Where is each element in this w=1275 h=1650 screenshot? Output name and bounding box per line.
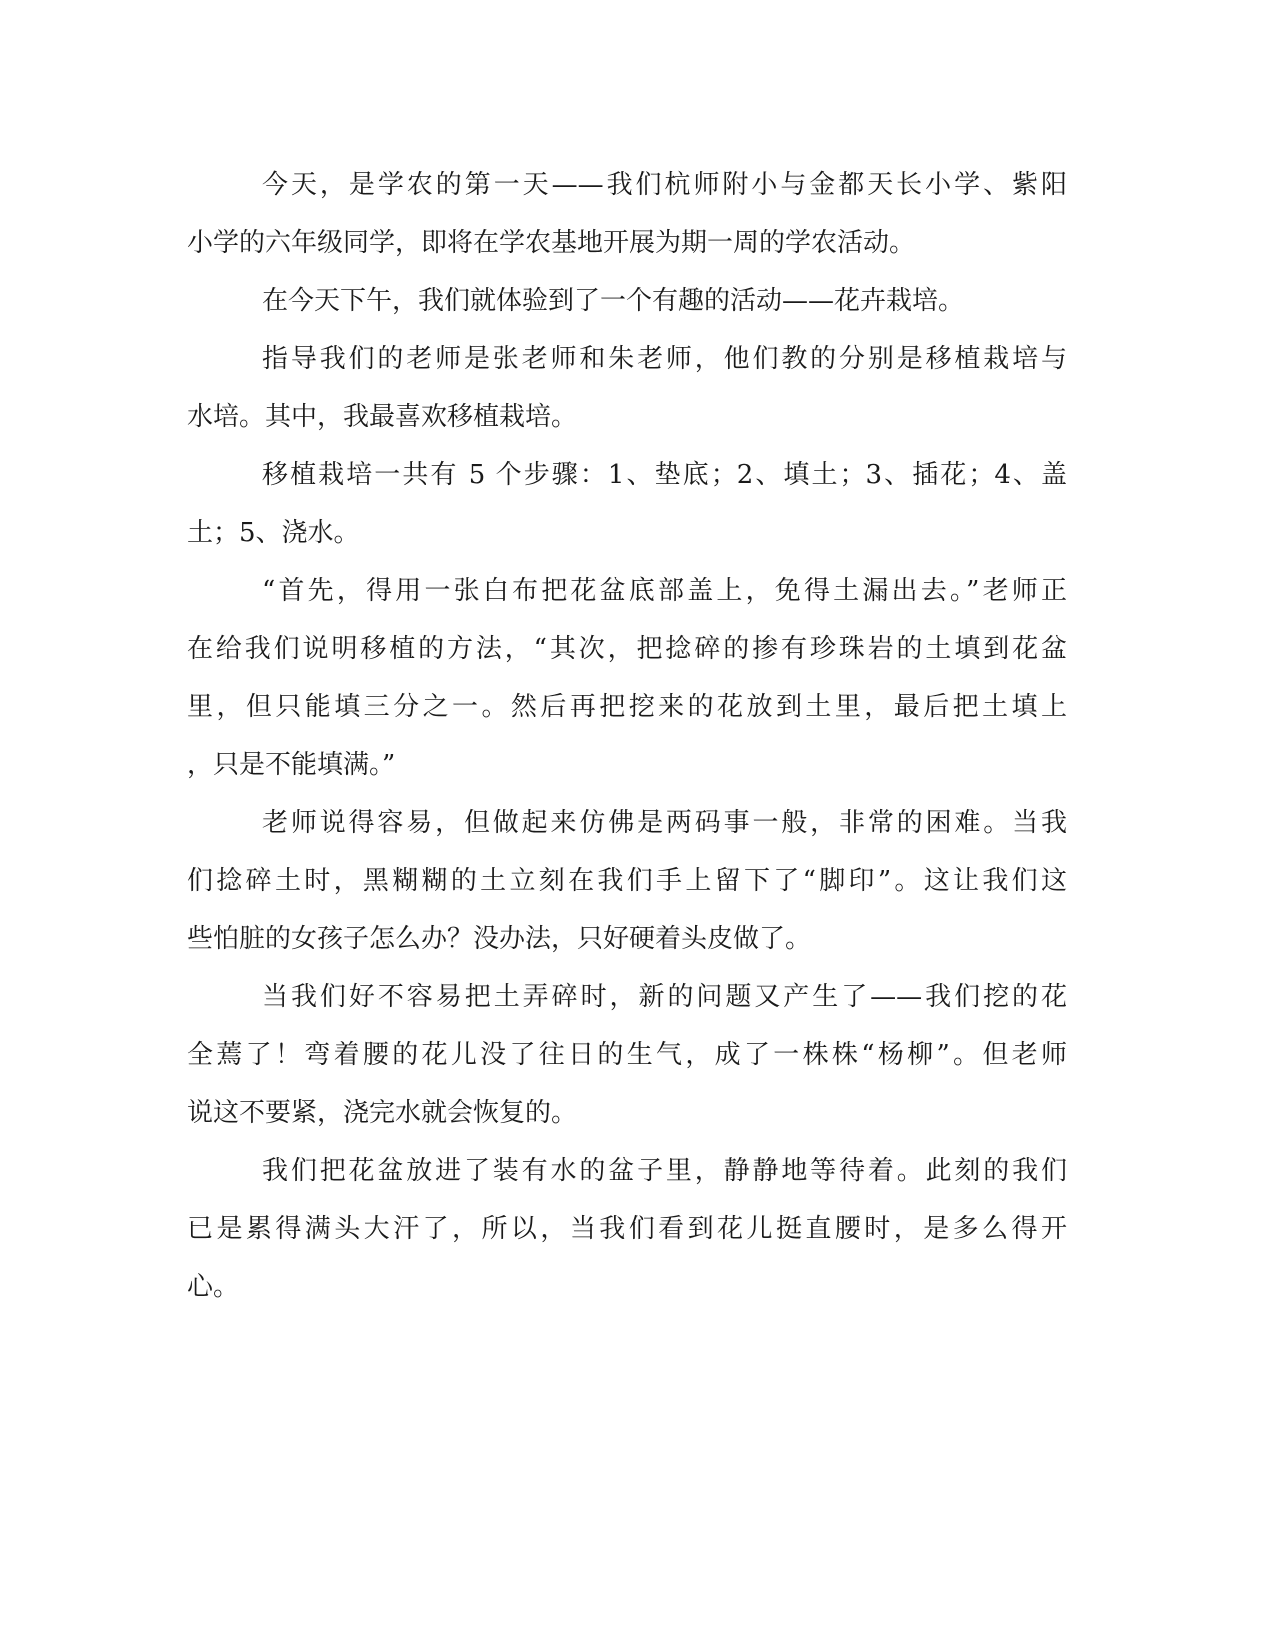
paragraph-7-line-3: 说这不要紧，浇完水就会恢复的。	[187, 1098, 578, 1128]
paragraph-8-line-2: 已是累得满头大汗了，所以，当我们看到花儿挺直腰时，是多么得开	[187, 1214, 1067, 1244]
paragraph-2-line-1: 在今天下午，我们就体验到了一个有趣的活动——花卉栽培。	[262, 286, 965, 316]
paragraph-7-line-2: 全蔫了！弯着腰的花儿没了往日的生气，成了一株株“杨柳”。但老师	[187, 1040, 1067, 1070]
paragraph-5-line-2: 在给我们说明移植的方法，“其次，把捻碎的掺有珍珠岩的土填到花盆	[187, 634, 1067, 664]
paragraph-1-line-1: 今天，是学农的第一天——我们杭师附小与金都天长小学、紫阳	[262, 170, 1067, 200]
paragraph-5-line-4: ，只是不能填满。”	[187, 750, 396, 780]
paragraph-5-line-1: “首先，得用一张白布把花盆底部盖上，免得土漏出去。”老师正	[262, 576, 1067, 606]
paragraph-6-line-1: 老师说得容易，但做起来仿佛是两码事一般，非常的困难。当我	[262, 808, 1067, 838]
paragraph-7-line-1: 当我们好不容易把土弄碎时，新的问题又产生了——我们挖的花	[262, 982, 1067, 1012]
paragraph-4-line-1: 移植栽培一共有 5 个步骤：1、垫底；2、填土；3、插花；4、盖	[262, 460, 1067, 490]
paragraph-1-line-2: 小学的六年级同学，即将在学农基地开展为期一周的学农活动。	[187, 228, 916, 258]
paragraph-3-line-2: 水培。其中，我最喜欢移植栽培。	[187, 402, 578, 432]
paragraph-4-line-2: 土；5、浇水。	[187, 518, 360, 548]
paragraph-3-line-1: 指导我们的老师是张老师和朱老师，他们教的分别是移植栽培与	[262, 344, 1067, 374]
paragraph-6-line-2: 们捻碎土时，黑糊糊的土立刻在我们手上留下了“脚印”。这让我们这	[187, 866, 1067, 896]
paragraph-8-line-1: 我们把花盆放进了装有水的盆子里，静静地等待着。此刻的我们	[262, 1156, 1067, 1186]
paragraph-6-line-3: 些怕脏的女孩子怎么办？没办法，只好硬着头皮做了。	[187, 924, 812, 954]
paragraph-8-line-3: 心。	[187, 1272, 240, 1302]
paragraph-5-line-3: 里，但只能填三分之一。然后再把挖来的花放到土里，最后把土填上	[187, 692, 1067, 722]
